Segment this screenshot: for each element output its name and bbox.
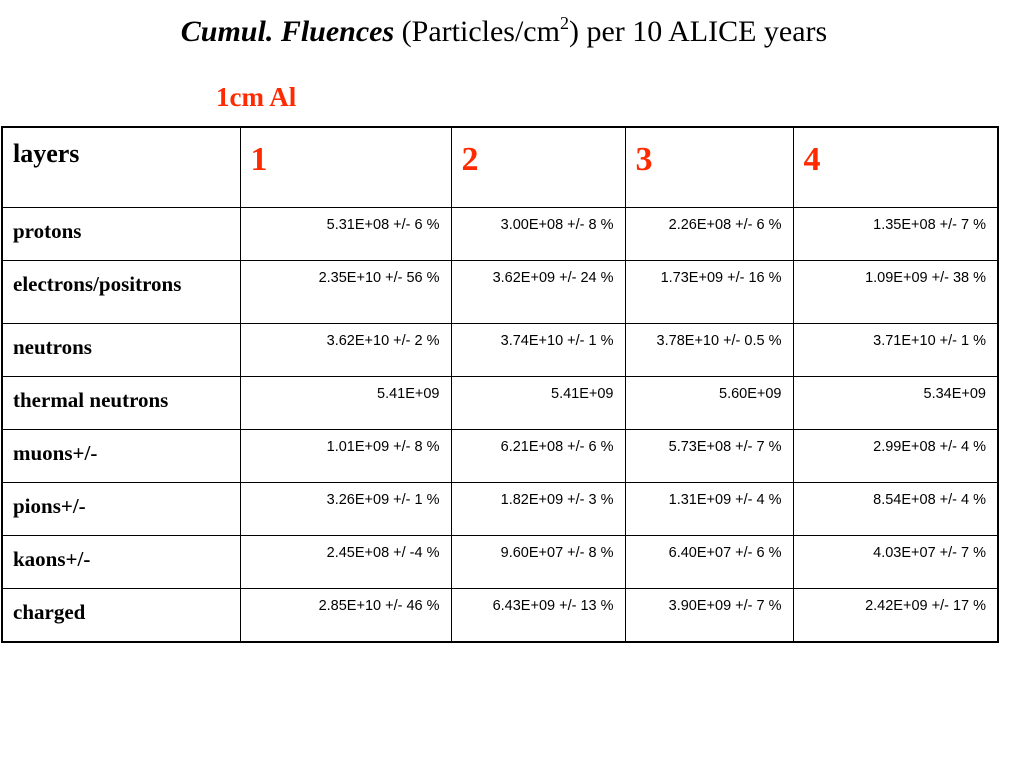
header-cell-layer-3	[625, 127, 793, 208]
table-row	[2, 324, 998, 377]
fluence-value: 1.09E+09 +/- 38 %	[865, 270, 986, 286]
value-cell	[793, 261, 998, 324]
particle-label: muons+/-	[13, 441, 98, 465]
value-cell	[793, 430, 998, 483]
header-cell-layer-4	[793, 127, 998, 208]
fluence-value: 1.35E+08 +/- 7 %	[873, 217, 986, 233]
value-cell	[240, 483, 451, 536]
fluence-value: 3.00E+08 +/- 8 %	[500, 217, 614, 233]
value-cell	[625, 377, 793, 430]
layer-number: 2	[461, 141, 479, 178]
particle-label: charged	[13, 600, 86, 624]
fluence-value: 3.26E+09 +/- 1 %	[326, 492, 440, 508]
fluence-value: 3.90E+09 +/- 7 %	[668, 598, 782, 614]
value-cell	[625, 536, 793, 589]
value-cell	[625, 261, 793, 324]
fluence-value: 2.99E+08 +/- 4 %	[873, 439, 986, 455]
fluence-value: 5.41E+09	[551, 386, 614, 402]
value-cell	[240, 208, 451, 261]
value-cell	[240, 261, 451, 324]
row-label-cell	[2, 483, 240, 536]
fluence-value: 1.73E+09 +/- 16 %	[660, 270, 782, 286]
particle-label: pions+/-	[13, 494, 86, 518]
value-cell	[451, 589, 625, 643]
value-cell	[793, 324, 998, 377]
table-row	[2, 261, 998, 324]
row-label-cell	[2, 589, 240, 643]
fluence-value: 2.35E+10 +/- 56 %	[318, 270, 440, 286]
fluence-value: 3.62E+09 +/- 24 %	[492, 270, 614, 286]
title-unit-text: (Particles/cm	[394, 15, 560, 48]
fluence-value: 2.42E+09 +/- 17 %	[865, 598, 986, 614]
value-cell	[451, 261, 625, 324]
fluence-value: 1.82E+09 +/- 3 %	[500, 492, 614, 508]
value-cell	[240, 536, 451, 589]
title-unit-suffix: ) per 10 ALICE years	[568, 15, 828, 48]
row-label-cell	[2, 536, 240, 589]
value-cell	[625, 483, 793, 536]
page-title	[0, 12, 1008, 52]
row-label-cell	[2, 324, 240, 377]
fluence-value: 6.21E+08 +/- 6 %	[500, 439, 614, 455]
fluence-value: 1.31E+09 +/- 4 %	[668, 492, 782, 508]
table-row	[2, 430, 998, 483]
table-row	[2, 483, 998, 536]
value-cell	[793, 536, 998, 589]
value-cell	[451, 483, 625, 536]
fluence-value: 2.26E+08 +/- 6 %	[668, 217, 782, 233]
particle-label: thermal neutrons	[13, 388, 169, 412]
value-cell	[793, 208, 998, 261]
fluence-table	[1, 126, 999, 643]
row-label-cell	[2, 430, 240, 483]
fluence-value: 4.03E+07 +/- 7 %	[873, 545, 986, 561]
value-cell	[240, 589, 451, 643]
row-label-cell	[2, 208, 240, 261]
fluence-value: 5.73E+08 +/- 7 %	[668, 439, 782, 455]
title-unit-superscript: 2	[559, 13, 569, 33]
row-label-cell	[2, 261, 240, 324]
value-cell	[451, 377, 625, 430]
value-cell	[451, 324, 625, 377]
value-cell	[451, 430, 625, 483]
table-row	[2, 208, 998, 261]
value-cell	[451, 208, 625, 261]
value-cell	[625, 208, 793, 261]
value-cell	[625, 589, 793, 643]
fluence-value: 5.60E+09	[719, 386, 782, 402]
fluence-value: 3.74E+10 +/- 1 %	[500, 333, 614, 349]
value-cell	[793, 377, 998, 430]
header-cell-layer-1	[240, 127, 451, 208]
fluence-value: 8.54E+08 +/- 4 %	[873, 492, 986, 508]
header-label: layers	[13, 139, 80, 168]
header-cell-layers	[2, 127, 240, 208]
title-emphasis: Cumul. Fluences	[180, 15, 395, 48]
fluence-value: 3.71E+10 +/- 1 %	[873, 333, 986, 349]
fluence-value: 5.31E+08 +/- 6 %	[326, 217, 440, 233]
table-row	[2, 377, 998, 430]
value-cell	[240, 377, 451, 430]
layer-number: 4	[803, 141, 821, 178]
fluence-value: 6.43E+09 +/- 13 %	[492, 598, 614, 614]
fluence-value: 2.45E+08 +/ -4 %	[326, 545, 440, 561]
fluence-value: 3.78E+10 +/- 0.5 %	[656, 333, 782, 349]
value-cell	[625, 324, 793, 377]
value-cell	[793, 589, 998, 643]
particle-label: protons	[13, 219, 82, 243]
layer-number: 3	[635, 141, 653, 178]
particle-label: kaons+/-	[13, 547, 91, 571]
particle-label: electrons/positrons	[13, 272, 182, 296]
value-cell	[625, 430, 793, 483]
fluence-value: 9.60E+07 +/- 8 %	[500, 545, 614, 561]
layer-number: 1	[250, 141, 268, 178]
table-header-row	[2, 127, 998, 208]
fluence-value: 5.41E+09	[377, 386, 440, 402]
header-cell-layer-2	[451, 127, 625, 208]
value-cell	[240, 430, 451, 483]
value-cell	[451, 536, 625, 589]
fluence-value: 3.62E+10 +/- 2 %	[326, 333, 440, 349]
table-row	[2, 536, 998, 589]
row-label-cell	[2, 377, 240, 430]
particle-label: neutrons	[13, 335, 92, 359]
absorber-subtitle: 1cm Al	[216, 82, 297, 112]
fluence-value: 1.01E+09 +/- 8 %	[326, 439, 440, 455]
fluence-value: 2.85E+10 +/- 46 %	[318, 598, 440, 614]
value-cell	[240, 324, 451, 377]
fluence-value: 5.34E+09	[923, 386, 986, 402]
fluence-value: 6.40E+07 +/- 6 %	[668, 545, 782, 561]
value-cell	[793, 483, 998, 536]
table-row	[2, 589, 998, 643]
